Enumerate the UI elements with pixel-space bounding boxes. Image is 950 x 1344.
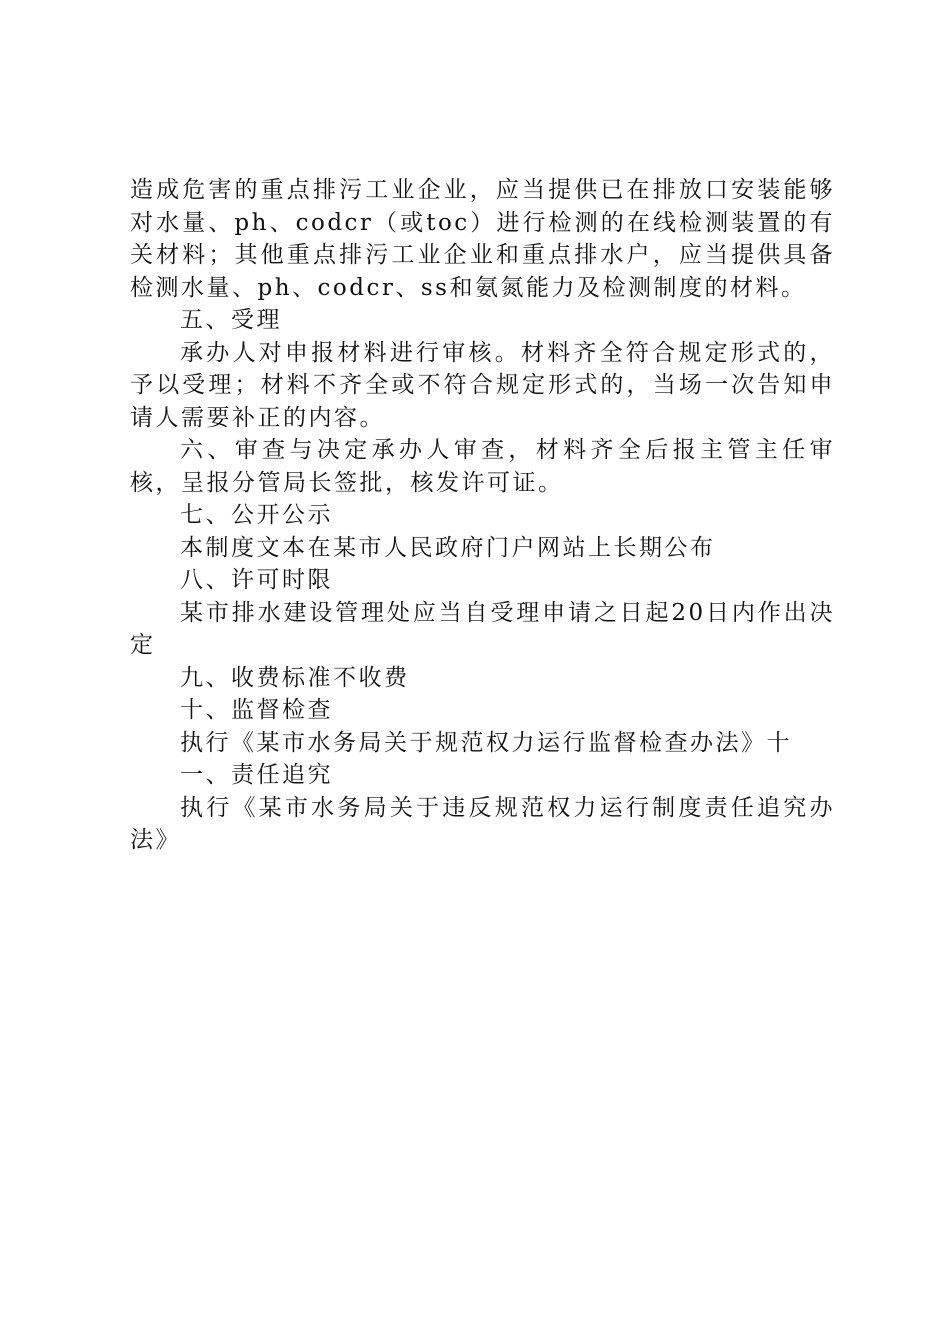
heading-fee-standard: 九、收费标准不收费 <box>180 664 410 691</box>
paragraph-accountability: 执行《某市水务局关于违反规范权力运行制度责任追究办法》 <box>130 794 835 853</box>
paragraph-public-disclosure: 本制度文本在某市人民政府门户网站上长期公布 <box>180 534 716 561</box>
heading-acceptance: 五、受理 <box>180 307 282 333</box>
heading-supervision: 十、监督检查 <box>180 697 333 723</box>
paragraph-requirements: 造成危害的重点排污工业企业，应当提供已在排放口安装能够对水量、ph、codcr（或toc）进行检测的在线检测装置的有关材料；其他重点排污工业企业和重点排水户，应当提供具备检测水量、ph、codcr、ss和氨氮能力及检测制度的材料。 <box>130 177 835 301</box>
heading-public-disclosure: 七、公开公示 <box>180 502 333 528</box>
paragraph-time-limit: 某市排水建设管理处应当自受理申请之日起20日内作出决定 <box>130 599 835 658</box>
paragraph-supervision: 执行《某市水务局关于规范权力运行监督检查办法》十 <box>180 729 792 756</box>
heading-accountability: 一、责任追究 <box>180 762 333 788</box>
heading-time-limit: 八、许可时限 <box>180 567 333 593</box>
paragraph-review-decision: 六、审查与决定承办人审查，材料齐全后报主管主任审核，呈报分管局长签批，核发许可证。 <box>130 437 835 496</box>
document-body <box>130 174 835 857</box>
paragraph-acceptance: 承办人对申报材料进行审核。材料齐全符合规定形式的，予以受理；材料不齐全或不符合规定形式的，当场一次告知申请人需要补正的内容。 <box>130 339 835 431</box>
